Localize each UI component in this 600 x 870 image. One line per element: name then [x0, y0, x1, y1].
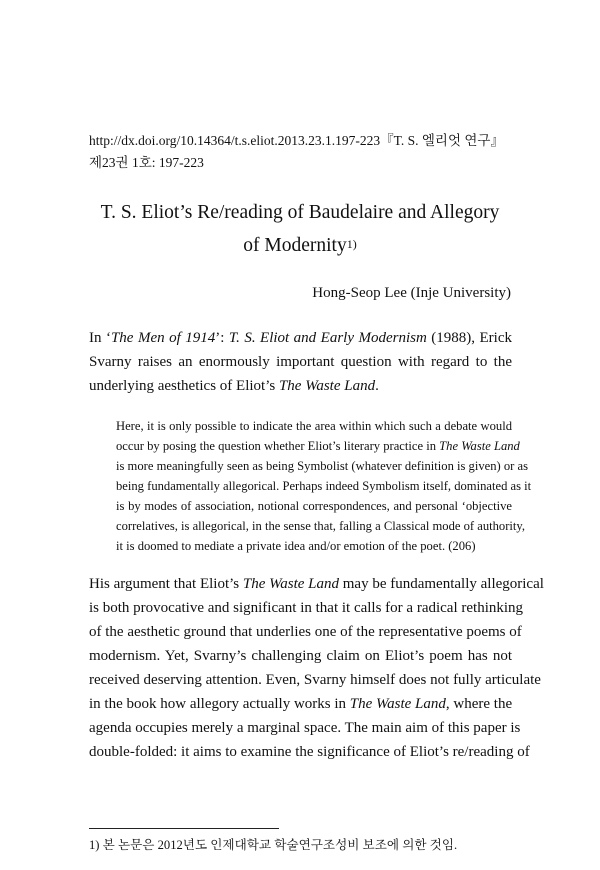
poem-title-italic: The Waste Land [439, 439, 520, 453]
quote-line: it is doomed to mediate a private idea and/or emotion of the poet. (206) [116, 539, 476, 553]
body-line: received deserving attention. Even, Svarny himself does not fully articulate [89, 672, 541, 688]
body-line [89, 692, 512, 716]
text-run: In ‘ [89, 330, 111, 346]
body-line: of the aesthetic ground that underlies one of the representative poems of [89, 624, 522, 640]
quote-line [116, 436, 520, 456]
intro-line [89, 326, 512, 350]
text-run: occur by posing the question whether Eliot’s literary practice in [116, 439, 440, 453]
paper-title-line-1: T. S. Eliot’s Re/reading of Baudelaire and Allegory [100, 202, 500, 223]
author-affiliation: Hong-Seop Lee (Inje University) [312, 285, 511, 301]
block-quote [116, 416, 532, 556]
poem-title-italic: The Waste Land [349, 696, 446, 712]
text-run: (1988), Erick [426, 330, 512, 346]
poem-title-italic: The Waste Land [278, 378, 376, 394]
title-footnote-mark: 1) [346, 237, 357, 251]
doi-line: http://dx.doi.org/10.14364/t.s.eliot.2013.23.1.197-223『T. S. 엘리엇 연구』 [89, 133, 504, 148]
intro-line: Svarny raises an enormously important question with regard to the [89, 354, 512, 370]
intro-line [89, 374, 512, 398]
volume-line: 제23권 1호: 197-223 [89, 155, 204, 170]
body-paragraph [89, 572, 544, 764]
footnote-divider [89, 828, 279, 829]
quote-line: being fundamentally allegorical. Perhaps indeed Symbolism itself, dominated as it [116, 479, 532, 493]
quote-line: is more meaningfully seen as being Symbolist (whatever definition is given) or as [116, 459, 529, 473]
text-run: in the book how allegory actually works in [89, 696, 350, 712]
body-line: modernism. Yet, Svarny’s challenging claim on Eliot’s poem has not [89, 648, 512, 664]
quote-line: Here, it is only possible to indicate the area within which such a debate would [116, 419, 512, 433]
text-run: . [375, 378, 379, 394]
body-line: double-folded: it aims to examine the significance of Eliot’s re/reading of [89, 744, 530, 760]
quote-line: is by modes of association, notional correspondences, and personal ‘objective [116, 499, 512, 513]
body-line: agenda occupies merely a marginal space. The main aim of this paper is [89, 720, 521, 736]
intro-paragraph [89, 326, 512, 398]
text-run: underlying aesthetics of Eliot’s [89, 378, 279, 394]
book-subtitle-italic: T. S. Eliot and Early Modernism [228, 330, 427, 346]
body-line [89, 572, 544, 596]
paper-title-line-2 [60, 233, 540, 259]
text-run: His argument that Eliot’s [89, 576, 243, 592]
poem-title-italic: The Waste Land [242, 576, 339, 592]
quote-line: correlatives, is allegorical, in the sense that, falling a Classical mode of authority, [116, 519, 526, 533]
body-line: is both provocative and significant in that it calls for a radical rethinking [89, 600, 524, 616]
text-run: , where the [445, 696, 513, 712]
paper-title-line-2-text: of Modernity [243, 235, 347, 256]
text-run: may be fundamentally allegorical [339, 576, 544, 592]
book-title-italic: The Men of 1914 [110, 330, 216, 346]
text-run: ’: [215, 330, 229, 346]
footnote: 1) 본 논문은 2012년도 인제대학교 학술연구조성비 보조에 의한 것임. [89, 838, 458, 852]
